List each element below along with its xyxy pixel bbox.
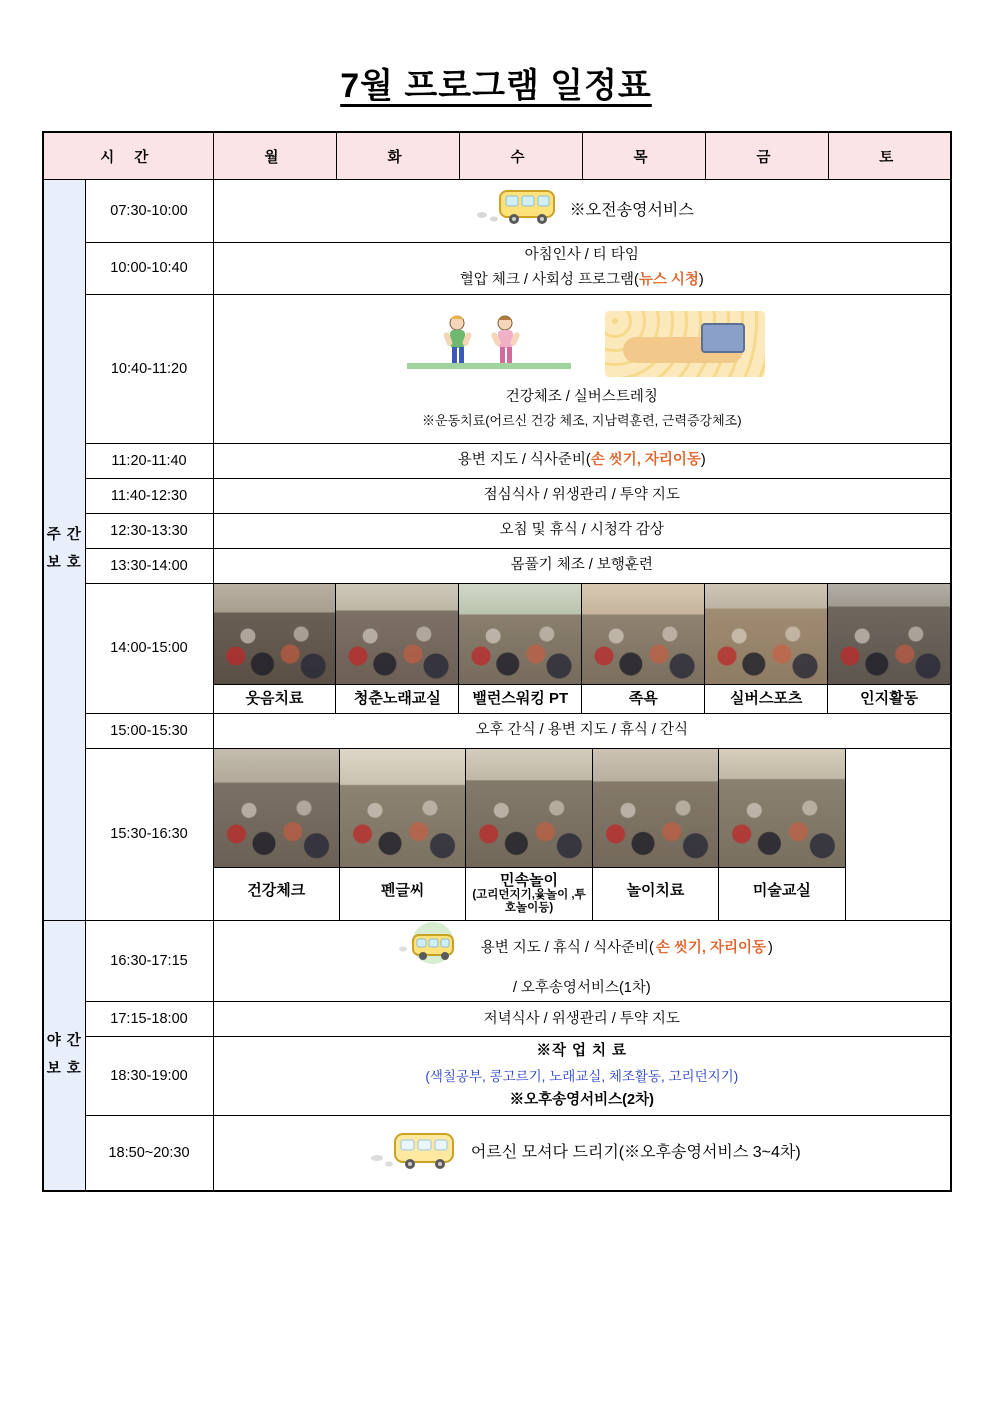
row-content-late-afternoon-programs [213,749,951,921]
evening-line1 [214,921,951,976]
row-content-final-transport [213,1116,951,1192]
foot-bath-photo [582,584,704,684]
row-time: 16:30-17:15 [85,920,213,1002]
school-bus-icon [363,1124,463,1183]
header-day-mon: 월 [213,132,336,180]
program-cell [593,749,719,920]
exercise-illustrations [214,305,951,379]
program-caption: 놀이치료 [593,867,718,914]
row-content-nap: 오침 및 휴식 / 시청각 감상 [213,513,951,548]
evening-line2: / 오후송영서비스(1차) [512,980,651,997]
program-caption: 밸런스워킹 PT [459,684,581,713]
row-time: 17:15-18:00 [85,1002,213,1037]
therapy-line3: ※오후송영서비스(2차) [509,1092,654,1109]
program-caption: 건강체크 [214,867,339,914]
row-time: 14:00-15:00 [85,583,213,713]
folk-games-photo [466,749,591,867]
row-time: 18:30-19:00 [85,1037,213,1116]
evening-prep-a: 용변 지도 / 휴식 / 식사준비( [480,939,654,956]
program-cell [459,584,582,713]
row-content-afternoon-programs [213,583,951,713]
exercise-line1: 건강체조 / 실버스트레칭 [505,388,658,405]
table-row [43,548,951,583]
table-row [43,294,951,443]
header-day-sat: 토 [828,132,951,180]
laughter-therapy-photo [214,584,336,684]
program-cell [466,749,592,920]
row-time: 10:40-11:20 [85,294,213,443]
table-row [43,749,951,921]
silver-sports-photo [705,584,827,684]
final-transport-text: 어르신 모셔다 드리기(※오후송영서비스 3~4차) [470,1144,801,1162]
art-class-photo [719,749,844,867]
schedule-table [42,131,952,1192]
row-content-warmup: 몸풀기 체조 / 보행훈련 [213,548,951,583]
balance-walking-photo [459,584,581,684]
row-time: 13:30-14:00 [85,548,213,583]
row-content-dinner: 저녁식사 / 위생관리 / 투약 지도 [213,1002,951,1037]
row-content-evening-transport-prep [213,920,951,1002]
evening-prep-c: ) [767,939,773,956]
row-time: 12:30-13:30 [85,513,213,548]
row-time: 07:30-10:00 [85,180,213,243]
program-cell [705,584,828,713]
play-therapy-photo [593,749,718,867]
program-caption: 청춘노래교실 [336,684,458,713]
program-caption: 펜글씨 [340,867,465,914]
table-row [43,180,951,243]
table-row [43,1037,951,1116]
evening-prep-highlight: 손 씻기, 자리이동 [655,939,766,956]
row-content-greeting [213,243,951,295]
meal-prep-c: ) [700,452,706,469]
table-row [43,1116,951,1192]
program-caption: 인지활동 [828,684,950,713]
folk-games-label: 민속놀이 [500,872,559,889]
program-cell [214,749,340,920]
header-time: 시 간 [43,132,213,180]
table-row [43,513,951,548]
section-label-night-care: 야 간 보 호 [43,920,85,1191]
row-time: 11:40-12:30 [85,478,213,513]
morning-transport-text: ※오전송영서비스 [569,202,694,219]
program-cell-empty [846,749,951,920]
row-content-morning-transport [213,180,951,243]
table-row [43,583,951,713]
header-day-wed: 수 [459,132,582,180]
pen-writing-photo [340,749,465,867]
meal-prep-a: 용변 지도 / 식사준비( [457,452,591,469]
school-bus-icon [391,921,473,976]
meal-prep-highlight: 손 씻기, 자리이동 [590,452,701,469]
school-bus-icon [470,183,562,238]
program-cell [582,584,705,713]
therapy-line1: ※작 업 치 료 [536,1043,628,1060]
page-title: 7월 프로그램 일정표 [340,67,652,105]
singing-class-photo [336,584,458,684]
photo-grid [214,749,951,920]
program-caption: 실버스포츠 [705,684,827,713]
program-caption: 웃음치료 [214,684,336,713]
row-content-snack: 오후 간식 / 용변 지도 / 휴식 / 간식 [213,714,951,749]
program-cell [336,584,459,713]
therapy-line2: (색칠공부, 콩고르기, 노래교실, 체조활동, 고리던지기) [425,1068,739,1084]
table-row [43,443,951,478]
table-row [43,478,951,513]
program-caption: 미술교실 [719,867,844,914]
program-caption [466,867,591,920]
cognitive-activity-photo [828,584,950,684]
row-time: 18:50~20:30 [85,1116,213,1192]
program-caption: 족욕 [582,684,704,713]
greeting-line1: 아침인사 / 티 타임 [524,247,639,263]
greeting-line2-a: 혈압 체크 / 사회성 프로그램( [459,272,639,289]
greeting-line2 [214,268,951,293]
exercise-line2 [214,410,951,433]
table-row [43,1002,951,1037]
row-content-toilet-meal-prep [213,443,951,478]
table-row [43,714,951,749]
program-cell [719,749,845,920]
row-time: 11:20-11:40 [85,443,213,478]
greeting-line2-c: ) [698,272,704,289]
program-cell [340,749,466,920]
program-cell [828,584,950,713]
row-content-lunch: 점심식사 / 위생관리 / 투약 지도 [213,478,951,513]
walking-seniors-illustration [399,311,579,377]
row-content-occupational-therapy [213,1037,951,1116]
photo-grid [214,584,951,713]
row-time: 15:00-15:30 [85,714,213,749]
header-day-fri: 금 [705,132,828,180]
table-row [43,920,951,1002]
table-row [43,243,951,295]
exercise-line2-a: ※운동치료 [421,413,486,429]
header-day-tue: 화 [336,132,459,180]
greeting-news-highlight: 뉴스 시청 [638,272,699,289]
massage-therapy-illustration [605,311,765,377]
header-day-thu: 목 [582,132,705,180]
row-content-exercise [213,294,951,443]
row-time: 15:30-16:30 [85,749,213,921]
health-check-photo [214,749,339,867]
row-time: 10:00-10:40 [85,243,213,295]
section-label-day-care: 주 간 보 호 [43,180,85,921]
table-header-row [43,132,951,180]
exercise-line2-b: (어르신 건강 체조, 지남력훈련, 근력증강체조) [485,413,742,429]
folk-games-sub: (고리던지기,윷놀이 ,투호놀이등) [472,889,586,915]
program-cell [214,584,337,713]
